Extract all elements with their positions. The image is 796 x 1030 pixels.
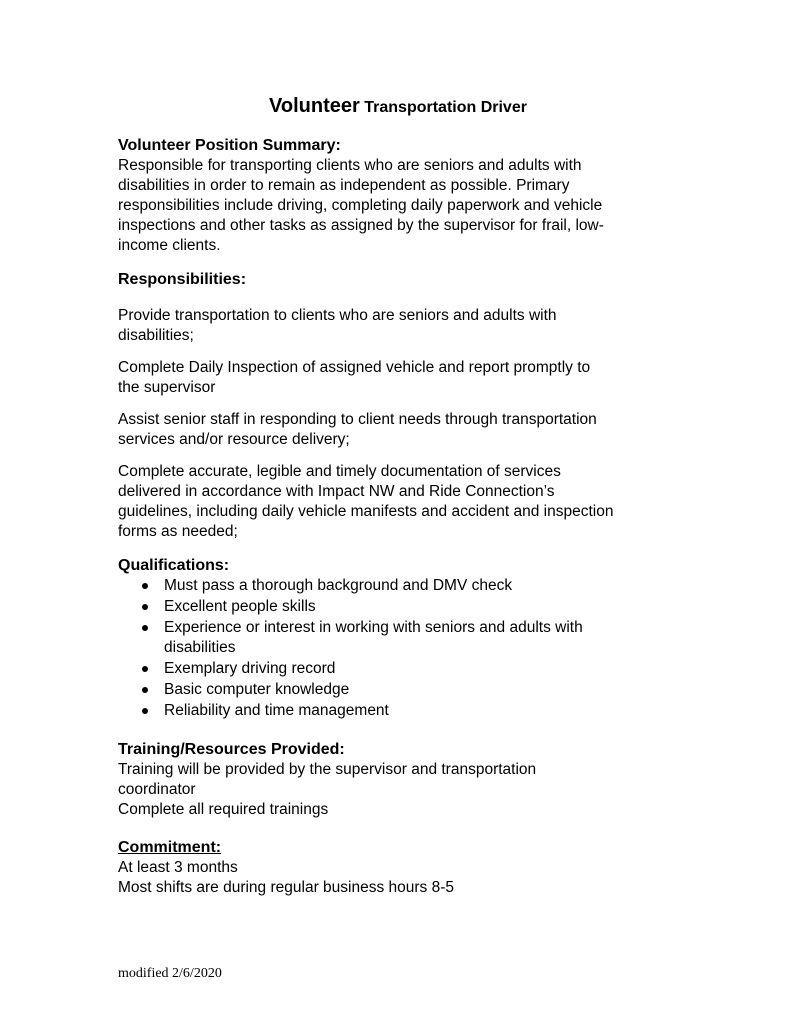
responsibility-line: Assist senior staff in responding to client needs through transportation (118, 411, 597, 428)
responsibility-line: guidelines, including daily vehicle manifests and accident and inspection (118, 503, 614, 520)
summary-line: responsibilities include driving, completing daily paperwork and vehicle (118, 197, 603, 214)
responsibility-line: Provide transportation to clients who are seniors and adults with (118, 307, 557, 324)
document-title (0, 95, 796, 118)
qualification-line: Experience or interest in working with seniors and adults with (164, 619, 583, 636)
bullet-icon (142, 604, 148, 610)
responsibility-line: Complete accurate, legible and timely documentation of services (118, 463, 561, 480)
list-item (118, 597, 688, 617)
commitment-heading: Commitment: (118, 839, 222, 856)
document-title-main: Volunteer (269, 95, 360, 117)
responsibility-line: forms as needed; (118, 523, 238, 540)
list-item (118, 701, 688, 721)
responsibility-item (118, 462, 688, 542)
qualification-line: Reliability and time management (164, 702, 389, 719)
summary-line: disabilities in order to remain as independent as possible. Primary (118, 177, 570, 194)
responsibilities-section (118, 270, 688, 542)
responsibilities-heading: Responsibilities: (118, 271, 247, 288)
list-item (118, 680, 688, 700)
summary-heading: Volunteer Position Summary: (118, 137, 341, 154)
summary-line: income clients. (118, 237, 221, 254)
bullet-icon (142, 687, 148, 693)
responsibility-item (118, 358, 688, 398)
qualification-line: Must pass a thorough background and DMV check (164, 577, 513, 594)
training-section (118, 740, 688, 820)
training-line: Complete all required trainings (118, 801, 329, 818)
training-line: coordinator (118, 781, 196, 798)
responsibility-line: the supervisor (118, 379, 216, 396)
responsibility-line: delivered in accordance with Impact NW and Ride Connection’s (118, 483, 555, 500)
qualifications-list (118, 576, 688, 721)
bullet-icon (142, 708, 148, 714)
list-item (118, 576, 688, 596)
summary-line: inspections and other tasks as assigned by the supervisor for frail, low- (118, 217, 604, 234)
document-title-rest: Transportation Driver (364, 99, 527, 116)
commitment-line: Most shifts are during regular business hours 8-5 (118, 879, 454, 896)
responsibility-line: Complete Daily Inspection of assigned vehicle and report promptly to (118, 359, 591, 376)
qualifications-heading: Qualifications: (118, 557, 230, 574)
qualification-line: Exemplary driving record (164, 660, 336, 677)
commitment-section (118, 838, 688, 898)
training-heading: Training/Resources Provided: (118, 741, 345, 758)
qualification-line: Excellent people skills (164, 598, 316, 615)
summary-paragraph (118, 156, 688, 256)
list-item (118, 618, 688, 658)
summary-line: Responsible for transporting clients who are seniors and adults with (118, 157, 582, 174)
bullet-icon (142, 625, 148, 631)
bullet-icon (142, 666, 148, 672)
responsibility-line: disabilities; (118, 327, 194, 344)
responsibility-line: services and/or resource delivery; (118, 431, 350, 448)
list-item (118, 659, 688, 679)
qualifications-section (118, 556, 688, 721)
modified-date-note: modified 2/6/2020 (118, 966, 222, 981)
bullet-icon (142, 583, 148, 589)
responsibility-item (118, 410, 688, 450)
document-body (118, 136, 688, 898)
qualification-line: disabilities (164, 639, 236, 656)
responsibility-item (118, 306, 688, 346)
qualification-line: Basic computer knowledge (164, 681, 350, 698)
training-line: Training will be provided by the supervisor and transportation (118, 761, 537, 778)
summary-section (118, 136, 688, 256)
commitment-line: At least 3 months (118, 859, 238, 876)
